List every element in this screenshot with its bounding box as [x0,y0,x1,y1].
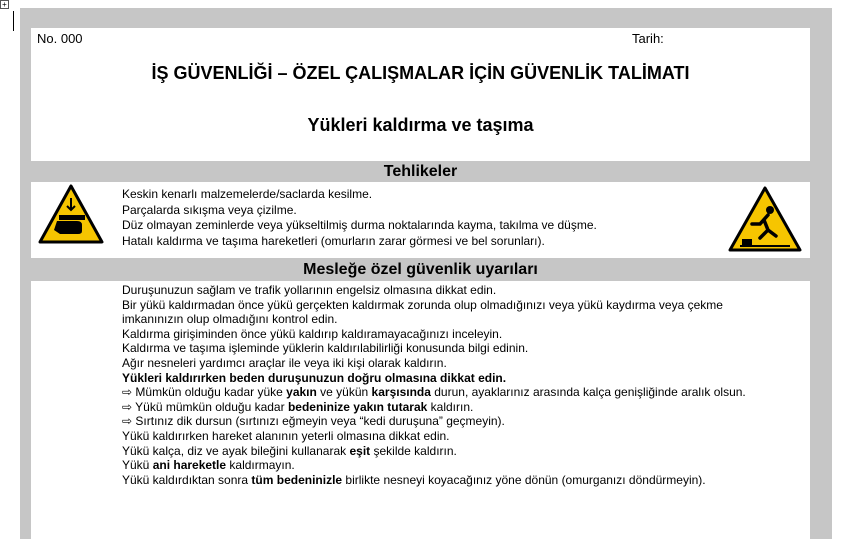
list-item: Duruşunuzun sağlam ve trafik yollarının engelsiz olmasına dikkat edin. [122,283,497,297]
arrow-icon: ⇨ [122,414,133,429]
list-item: Yükü kalça, diz ve ayak bileğini kullanarak eşit şekilde kaldırın. [122,443,457,458]
list-item: Kaldırma girişiminden önce yükü kaldırıp kaldıramayacağınızı inceleyin. [122,326,503,341]
warnings-section [31,281,810,539]
trip-hazard-warning-icon [728,186,802,252]
header-section [31,28,810,161]
list-item: Ağır nesneleri yardımcı araçlar ile veya iki kişi olarak kaldırın. [122,355,447,370]
page-title: İŞ GÜVENLİĞİ – ÖZEL ÇALIŞMALAR İÇİN GÜVENLİK TALİMATI [151,63,690,83]
list-item: Yükü kaldırırken hareket alanının yeterli olmasına dikkat edin. [122,428,450,443]
list-item: Yükü ani hareketle kaldırmayın. [122,458,295,473]
list-item: ⇨ Mümkün olduğu kadar yüke yakın ve yükün karşısında durun, ayaklarınız arasında kalça genişliğinde aralık olsun. [122,385,746,400]
list-item: Hatalı kaldırma ve taşıma hareketleri (omurların zarar görmesi ve bel sorunları). [122,233,545,248]
hazard-list [122,187,597,249]
date-label: Tarih: [632,31,664,46]
table-move-handle[interactable]: + [0,0,9,9]
list-item: Yükü kaldırdıktan sonra tüm bedeninizle birlikte nesneyi koyacağınız yöne dönün (omurganızı döndürmeyin). [122,472,706,487]
warnings-heading: Mesleğe özel güvenlik uyarıları [303,261,538,278]
list-item: ⇨ Yükü mümkün olduğu kadar bedeninize yakın tutarak kaldırın. [122,399,474,414]
arrow-icon: ⇨ [122,399,133,414]
list-item: ⇨ Sırtınız dik dursun (sırtınızı eğmeyin veya “kedi duruşuna” geçmeyin). [122,414,505,429]
warnings-list [122,283,772,487]
list-item: Bir yükü kaldırmadan önce yükü gerçekten kaldırmak zorunda olup olmadığınızı veya yükü kaydırma veya çekme imkanınızın olup olmadığını kontrol edin. [122,297,723,327]
page-subtitle: Yükleri kaldırma ve taşıma [307,115,534,135]
document-number: No. 000 [37,31,83,46]
text-cursor [13,11,14,31]
list-item: Düz olmayan zeminlerde veya yükseltilmiş durma noktalarında kayma, takılma ve düşme. [122,218,597,232]
list-item: Yükleri kaldırırken beden duruşunuzun doğru olmasına dikkat edin. [122,370,507,385]
hazards-heading: Tehlikeler [383,163,458,180]
list-item: Kaldırma ve taşıma işleminde yüklerin kaldırılabilirliği konusunda bilgi edinin. [122,341,529,356]
list-item: Keskin kenarlı malzemelerde/saclarda kesilme. [122,187,373,201]
hazards-section [31,182,810,258]
list-item: Parçalarda sıkışma veya çizilme. [122,202,297,217]
hand-crush-warning-icon [38,184,104,244]
arrow-icon: ⇨ [122,385,133,400]
